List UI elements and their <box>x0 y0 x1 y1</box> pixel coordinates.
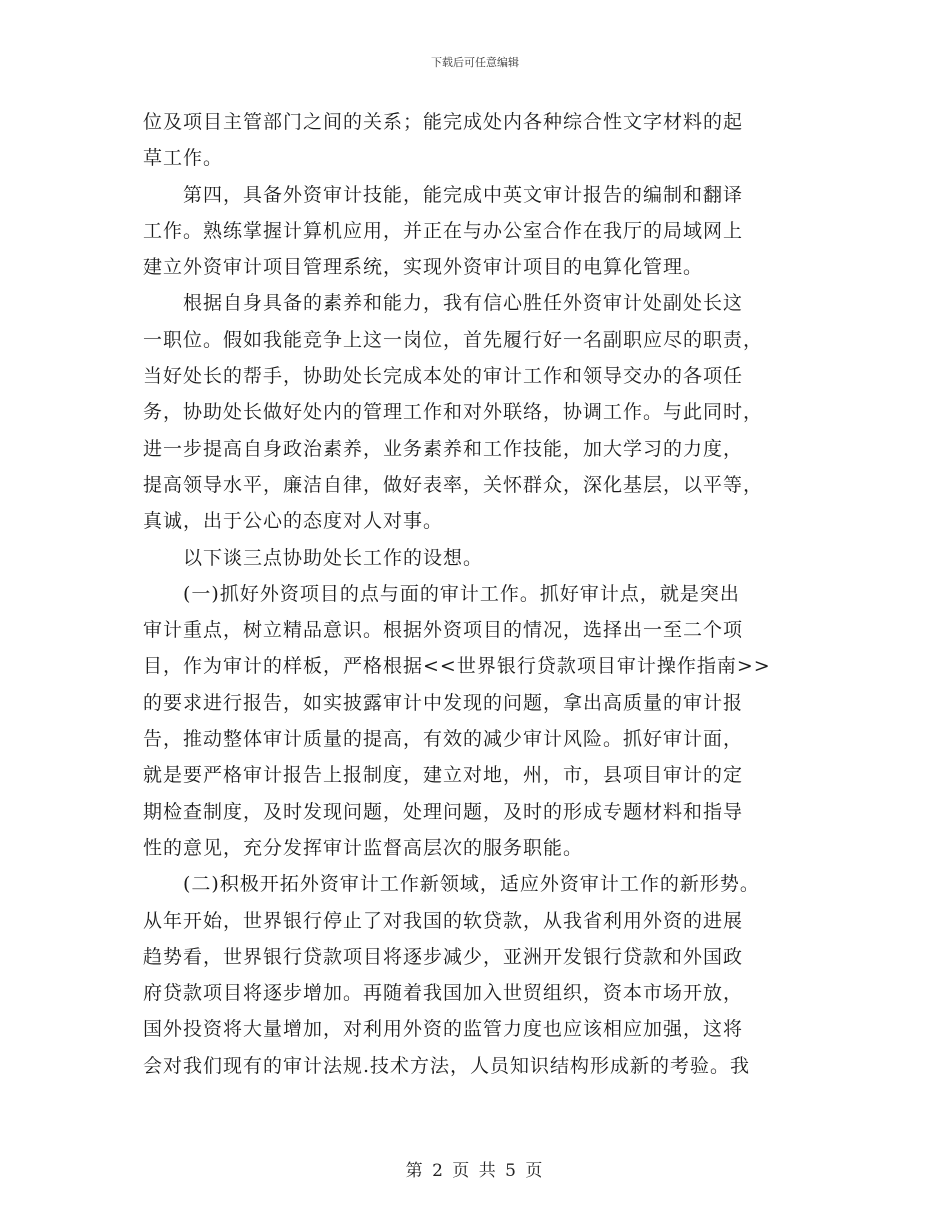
text-line: 以下谈三点协助处长工作的设想。 <box>183 546 484 569</box>
page-number: 第 2 页 共 5 页 <box>405 1161 545 1181</box>
text-line: 一职位。假如我能竞争上这一岗位，首先履行好一名副职应尽的职责， <box>143 328 764 351</box>
text-line: 第四，具备外资审计技能，能完成中英文审计报告的编制和翻译 <box>183 183 744 206</box>
text-line: 真诚，出于公心的态度对人对事。 <box>143 510 444 533</box>
text-line: 的要求进行报告，如实披露审计中发现的问题，拿出高质量的审计报 <box>143 691 744 714</box>
text-line: 趋势看，世界银行贷款项目将逐步减少，亚洲开发银行贷款和外国政 <box>143 945 744 968</box>
text-line: (二)积极开拓外资审计工作新领域，适应外资审计工作的新形势。 <box>183 873 760 896</box>
text-line: 就是要严格审计报告上报制度，建立对地，州，市，县项目审计的定 <box>143 764 744 787</box>
document-body <box>143 104 808 1084</box>
text-line: 性的意见，充分发挥审计监督高层次的服务职能。 <box>143 836 584 859</box>
text-line: 国外投资将大量增加，对利用外资的监管力度也应该相应加强，这将 <box>143 1018 744 1041</box>
text-line: 告，推动整体审计质量的提高，有效的减少审计风险。抓好审计面， <box>143 728 744 751</box>
page-header: 下载后可任意编辑 <box>431 56 519 69</box>
text-line: (一)抓好外资项目的点与面的审计工作。抓好审计点，就是突出 <box>183 582 740 605</box>
text-line: 务，协助处长做好处内的管理工作和对外联络，协调工作。与此同时， <box>143 401 764 424</box>
text-line: 会对我们现有的审计法规.技术方法，人员知识结构形成新的考验。我 <box>143 1054 751 1077</box>
text-line: 工作。熟练掌握计算机应用，并正在与办公室合作在我厅的局域网上 <box>143 219 744 242</box>
text-line: 期检查制度，及时发现问题，处理问题，及时的形成专题材料和指导 <box>143 800 744 823</box>
text-line: 目，作为审计的样板，严格根据<<世界银行贷款项目审计操作指南>> <box>143 655 771 678</box>
text-line: 当好处长的帮手，协助处长完成本处的审计工作和领导交办的各项任 <box>143 365 744 388</box>
text-line: 根据自身具备的素养和能力，我有信心胜任外资审计处副处长这 <box>183 292 744 315</box>
text-line: 从年开始，世界银行停止了对我国的软贷款，从我省利用外资的进展 <box>143 909 744 932</box>
text-line: 府贷款项目将逐步增加。再随着我国加入世贸组织，资本市场开放， <box>143 982 744 1005</box>
text-line: 草工作。 <box>143 147 224 170</box>
text-line: 建立外资审计项目管理系统，实现外资审计项目的电算化管理。 <box>143 256 704 279</box>
text-line: 提高领导水平，廉洁自律，做好表率，关怀群众，深化基层，以平等， <box>143 473 764 496</box>
text-line: 审计重点，树立精品意识。根据外资项目的情况，选择出一至二个项 <box>143 619 744 642</box>
text-line: 位及项目主管部门之间的关系；能完成处内各种综合性文字材料的起 <box>143 111 744 133</box>
text-line: 进一步提高自身政治素养，业务素养和工作技能，加大学习的力度， <box>143 437 744 460</box>
